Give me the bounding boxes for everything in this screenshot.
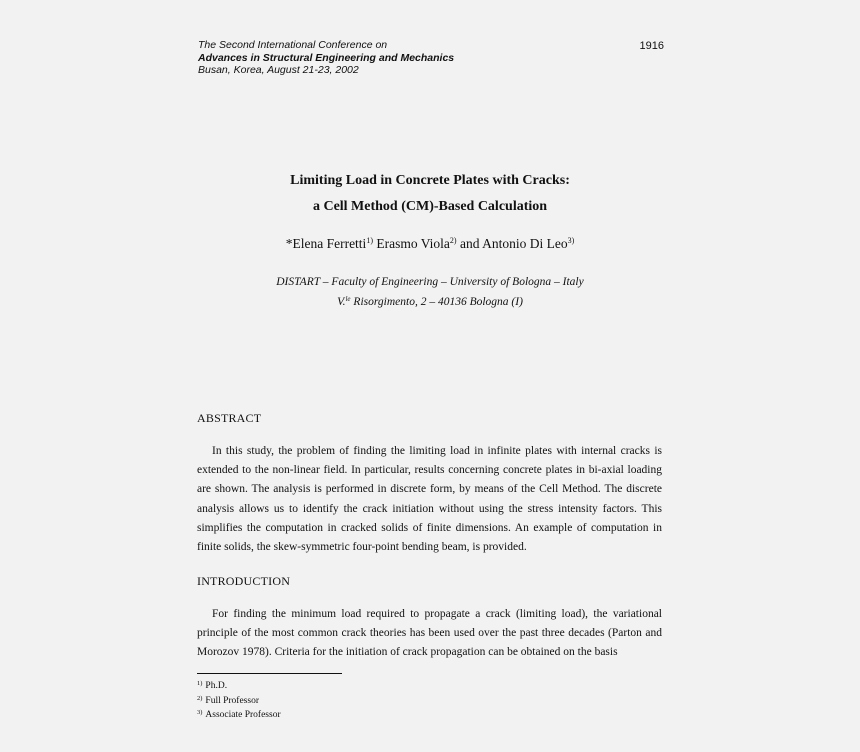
footnote-item (197, 678, 281, 693)
paper-title-line-2: a Cell Method (CM)-Based Calculation (312, 199, 548, 214)
affiliation-line-1: DISTART – Faculty of Engineering – University of Bologna – Italy (276, 276, 584, 288)
author-mark: 3) (567, 236, 575, 245)
footnote-text: Full Professor (205, 695, 259, 706)
paper-title-line-1: Limiting Load in Concrete Plates with Cracks: (290, 173, 570, 188)
affiliation-sup: le (345, 295, 351, 303)
affiliation-prefix: V. (337, 296, 346, 308)
conference-header (198, 39, 454, 77)
footnote-text: Ph.D. (205, 681, 228, 691)
author-name: and Antonio Di Leo (459, 236, 568, 251)
author-mark: 2) (449, 236, 457, 245)
abstract-text: In this study, the problem of finding the limiting load in infinite plates with internal cracks is extended to the non-linear field. In particular, results concerning concrete plates in bi-axial loading are shown. The analysis is performed in discrete form, by means of the Cell Method. The discrete analysis allows us to identify the crack initiation without using the stress intensity factors. This simplifies the computation in cracked solids of finite dimensions. An example of computation in finite solids, the skew-symmetric four-point bending beam, is provided. (197, 445, 662, 554)
introduction-heading: INTRODUCTION (197, 574, 291, 588)
introduction-text: For finding the minimum load required to propagate a crack (limiting load), the variational principle of the most common crack theories has been used over the past three decades (Parton and Morozov 1978). Criteria for the initiation of crack propagation can be obtained on the basis (197, 608, 662, 659)
footnote-mark: 2) (197, 694, 203, 702)
conference-line-2: Advances in Structural Engineering and Mechanics (198, 51, 455, 64)
author-list (0, 236, 860, 252)
footnotes (197, 678, 281, 722)
footnote-item (197, 707, 281, 722)
footnote-mark: 1) (197, 680, 203, 687)
abstract-heading: ABSTRACT (197, 411, 262, 425)
conference-line-1: The Second International Conference on (198, 39, 388, 51)
footnote-divider (197, 673, 342, 674)
conference-line-3: Busan, Korea, August 21-23, 2002 (198, 64, 359, 76)
page-number: 1916 (639, 40, 664, 52)
author-name: Erasmo Viola (376, 236, 450, 251)
author-name: *Elena Ferretti (285, 236, 367, 251)
affiliation-line-2 (0, 295, 860, 308)
footnote-text: Associate Professor (205, 710, 281, 720)
author-mark: 1) (366, 236, 373, 245)
affiliation-rest: Risorgimento, 2 – 40136 Bologna (I) (350, 296, 523, 308)
footnote-mark: 3) (197, 709, 203, 716)
footnote-item (197, 693, 281, 708)
